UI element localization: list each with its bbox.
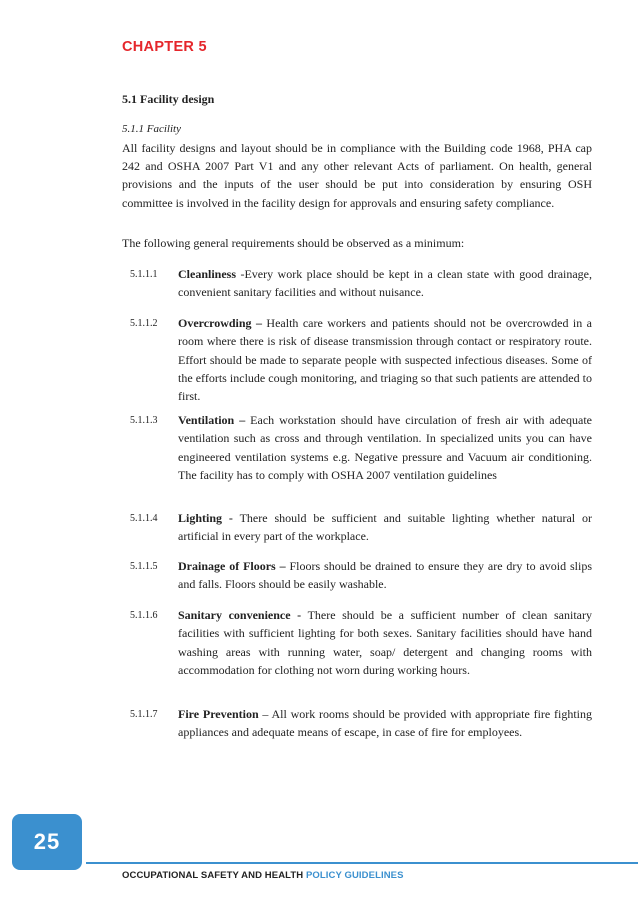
footer-accent: POLICY GUIDELINES — [305, 870, 404, 881]
item-text: – All work rooms should be provided with appropriate fire fighting appliances and adequate means of escape, in case of fire for employees. — [178, 707, 592, 740]
item-number: 5.1.1.4 — [130, 513, 158, 524]
intro-paragraph: All facility designs and layout should be in compliance with the Building code 1968, PHA cap 242 and OSHA 2007 Part V1 and any other relevant Acts of parliament. On health, general provisions and the inputs of the user should be put into consideration by ensuring OSH committee is involved in the facility design for approvals and ensuring safety compliance. — [122, 141, 592, 210]
subsection-heading: 5.1.1 Facility — [122, 123, 181, 135]
page-number: 25 — [33, 829, 61, 854]
item-title: Cleanliness — [178, 267, 237, 281]
page-number-badge — [12, 814, 82, 870]
item-text: There should be a sufficient number of clean sanitary facilities with sufficient lighting for both sexes. Sanitary facilities should have hand washing areas with running water, soap/ detergent and changing rooms with accommodation for clothing not worn during working hours. — [178, 608, 592, 677]
requirement-item — [130, 314, 592, 405]
item-title: Lighting - — [178, 511, 233, 525]
item-number: 5.1.1.2 — [130, 318, 158, 329]
item-number: 5.1.1.7 — [130, 709, 158, 720]
item-title: Ventilation – — [178, 413, 246, 427]
requirement-item — [130, 509, 592, 546]
chapter-title: CHAPTER 5 — [122, 39, 207, 55]
requirements-lead: The following general requirements should be observed as a minimum: — [122, 236, 465, 250]
item-title: Fire Prevention — [178, 707, 259, 721]
item-text: Health care workers and patients should not be overcrowded in a room where there is risk of disease transmission through contact or respiratory route. Effort should be made to separate people with suspected infectious diseases. Some of the efforts include cough monitoring, and triaging so that such patients are attended to first. — [178, 316, 592, 404]
item-number: 5.1.1.6 — [130, 610, 158, 621]
requirement-item — [130, 411, 592, 484]
item-title: Drainage of Floors – — [178, 559, 286, 573]
requirement-item — [130, 606, 592, 679]
item-number: 5.1.1.5 — [130, 561, 158, 572]
item-title: Overcrowding – — [178, 316, 262, 330]
requirement-item — [130, 557, 592, 594]
requirement-item — [130, 705, 592, 742]
requirement-item — [130, 265, 592, 302]
item-text: There should be sufficient and suitable lighting whether natural or artificial in every part of the workplace. — [178, 511, 593, 544]
footer — [122, 870, 404, 881]
item-text: -Every work place should be kept in a clean state with good drainage, convenient sanitary facilities and without nuisance. — [178, 267, 592, 300]
section-heading: 5.1 Facility design — [122, 92, 215, 106]
item-number: 5.1.1.1 — [130, 269, 158, 280]
item-text: Floors should be drained to ensure they are dry to avoid slips and falls. Floors should be easily washable. — [178, 559, 593, 592]
item-number: 5.1.1.3 — [130, 415, 158, 426]
item-title: Sanitary convenience - — [178, 608, 302, 622]
footer-title: OCCUPATIONAL SAFETY AND HEALTH — [122, 870, 306, 881]
footer-rule — [86, 862, 638, 864]
item-text: Each workstation should have circulation of fresh air with adequate ventilation such as cross and through ventilation. In specialized units you can have engineered ventilation systems e.g. Negative pressure and Vacuum air conditioning. The facility has to comply with OSHA 2007 ventilation guidelines — [178, 413, 592, 482]
